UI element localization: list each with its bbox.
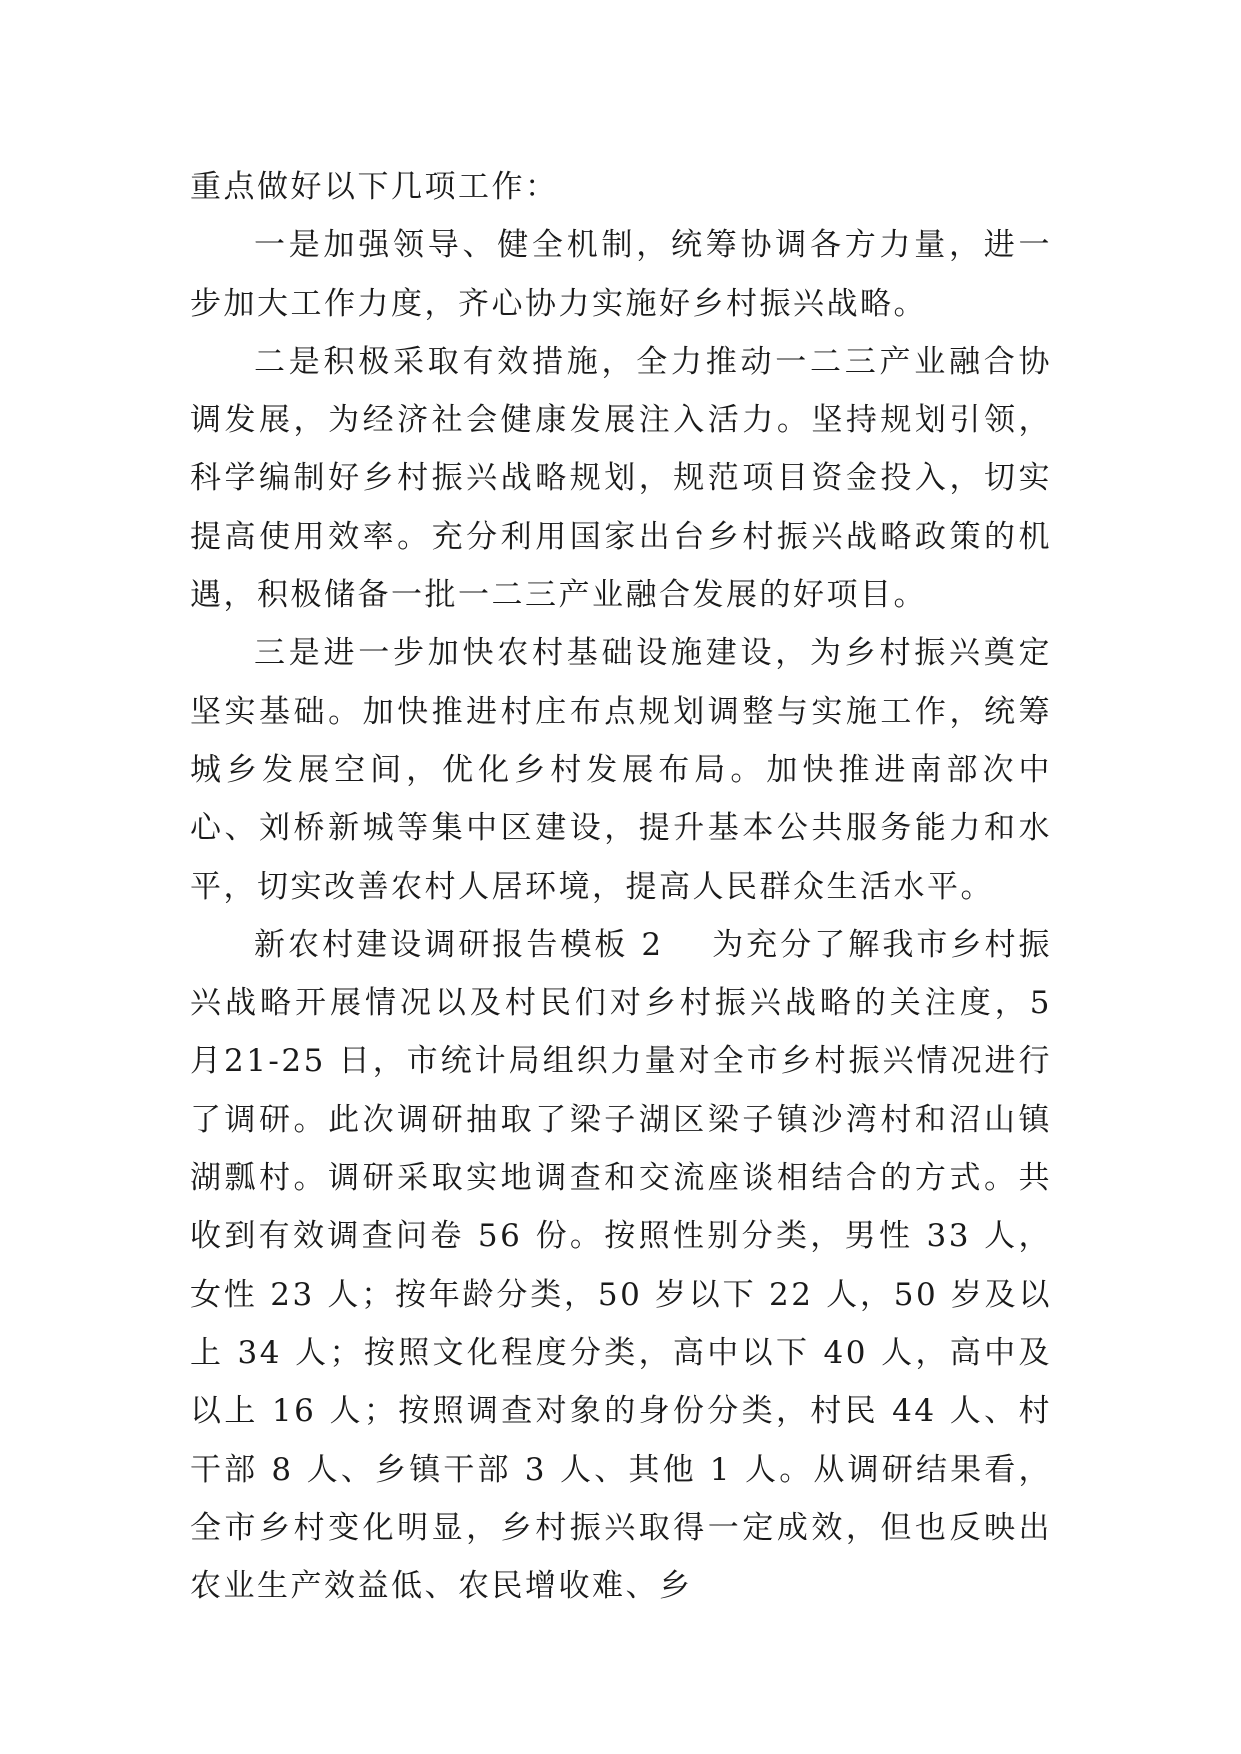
paragraph-item-1: 一是加强领导、健全机制，统筹协调各方力量，进一步加大工作力度，齐心协力实施好乡村振兴战略。	[190, 227, 1052, 322]
paragraph-item-2: 二是积极采取有效措施，全力推动一二三产业融合协调发展，为经济社会健康发展注入活力。坚持规划引领，科学编制好乡村振兴战略规划，规范项目资金投入，切实提高使用效率。充分利用国家出台乡村振兴战略政策的机遇，积极储备一批一二三产业融合发展的好项目。	[190, 343, 1052, 614]
document-body	[190, 158, 1052, 1615]
report-heading: 新农村建设调研报告模板 2	[254, 926, 664, 963]
paragraph-report	[190, 916, 1052, 1616]
report-body: 为充分了解我市乡村振兴战略开展情况以及村民们对乡村振兴战略的关注度，5 月21-25 日，市统计局组织力量对全市乡村振兴情况进行了调研。此次调研抽取了梁子湖区梁子镇沙湾村和沼山镇湖瓢村。调研采取实地调查和交流座谈相结合的方式。共收到有效调查问卷 56 份。按照性别分类，男性 33 人，女性 23 人；按年龄分类，50 岁以下 22 人，50 岁及以上 34 人；按照文化程度分类，高中以下 40 人，高中及以上 16 人；按照调查对象的身份分类，村民 44 人、村干部 8 人、乡镇干部 3 人、其他 1 人。从调研结果看，全市乡村变化明显，乡村振兴取得一定成效，但也反映出农业生产效益低、农民增收难、乡	[190, 926, 1053, 1605]
paragraph-intro: 重点做好以下几项工作：	[190, 169, 559, 205]
paragraph-item-3: 三是进一步加快农村基础设施建设，为乡村振兴奠定坚实基础。加快推进村庄布点规划调整与实施工作，统筹城乡发展空间，优化乡村发展布局。加快推进南部次中心、刘桥新城等集中区建设，提升基本公共服务能力和水平，切实改善农村人居环境，提高人民群众生活水平。	[190, 635, 1052, 905]
